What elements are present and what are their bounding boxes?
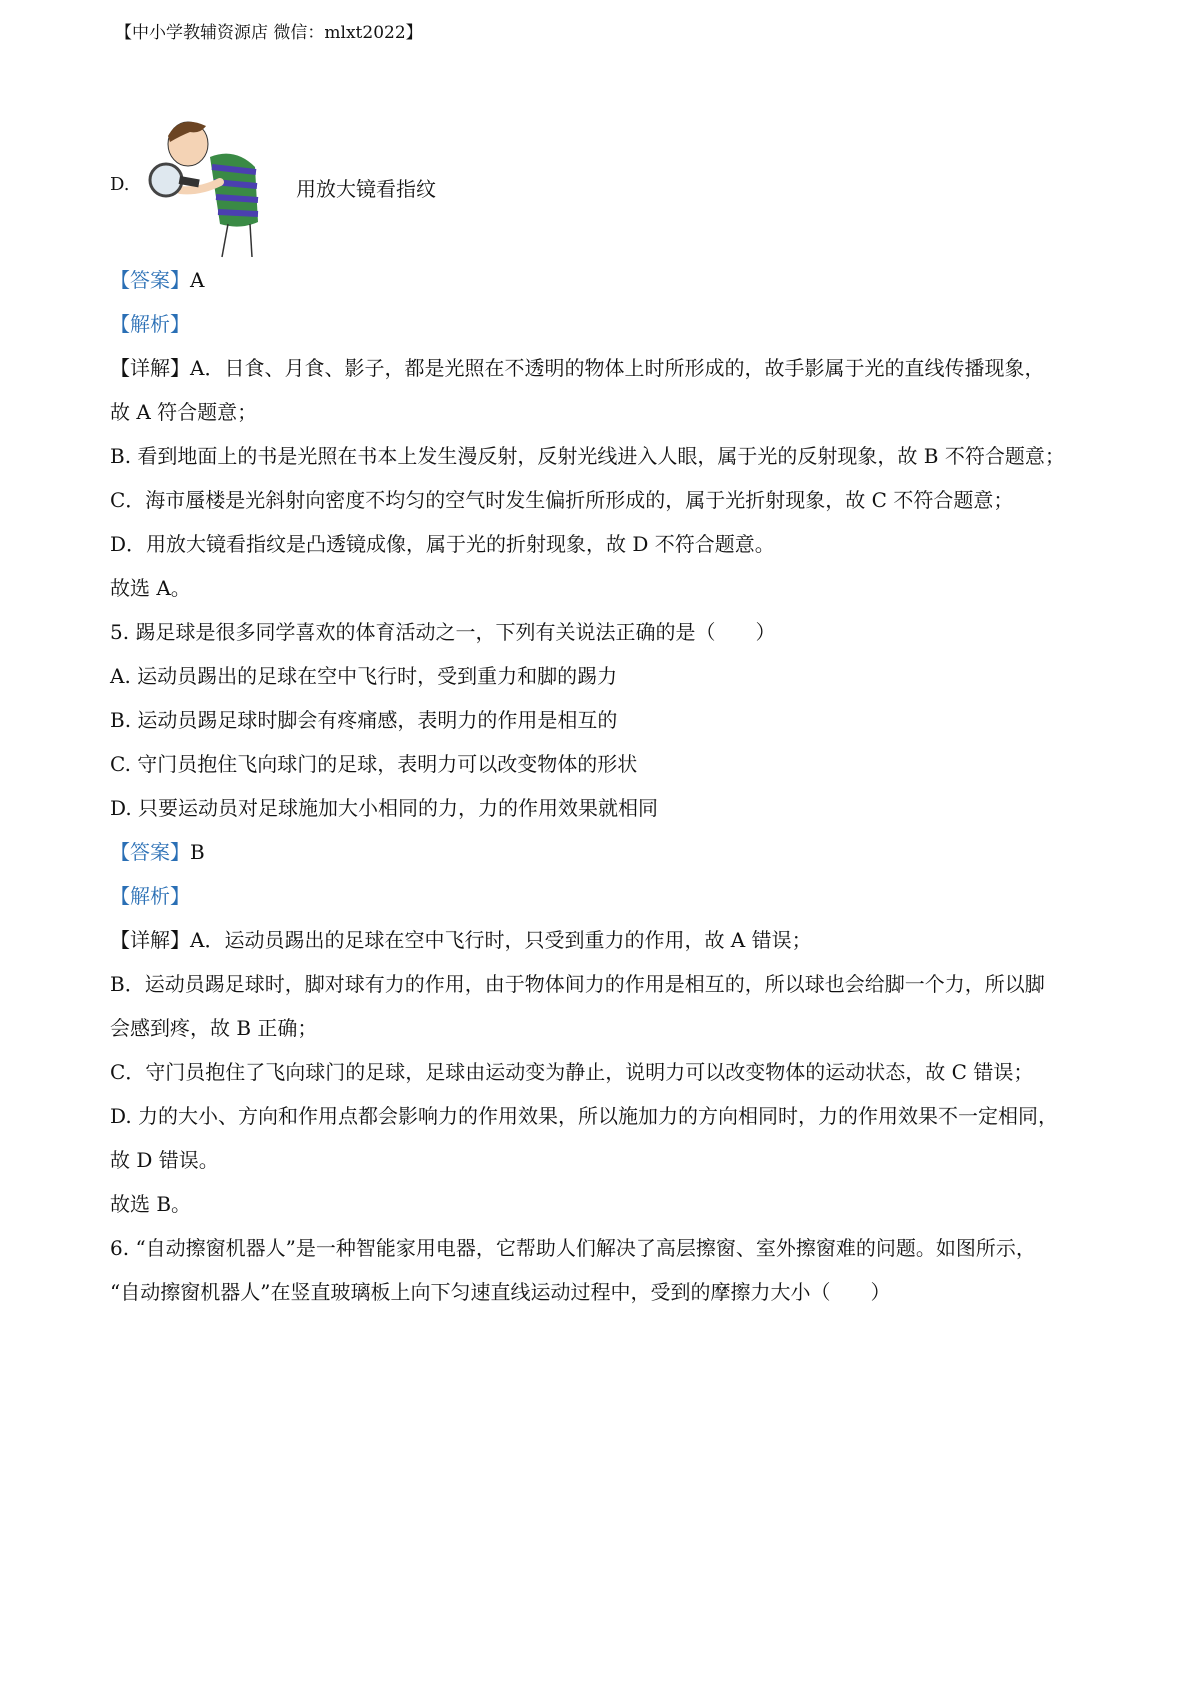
q5-answer-line (110, 838, 205, 866)
q5-option-d: D. 只要运动员对足球施加大小相同的力，力的作用效果就相同 (110, 796, 659, 820)
q4-analysis-tag: 【解析】 (110, 312, 190, 336)
q5-detail-line-4: C．守门员抱住了飞向球门的足球，足球由运动变为静止，说明力可以改变物体的运动状态，故 C 错误； (110, 1060, 1034, 1084)
q6-stem-line-1: 6. “自动擦窗机器人”是一种智能家用电器，它帮助人们解决了高层擦窗、室外擦窗难的问题。如图所示， (110, 1236, 1036, 1260)
page-header: 【中小学教辅资源店 微信：mlxt2022】 (115, 23, 423, 43)
q4-detail-line-6: 故选 A。 (110, 576, 191, 600)
q4-answer-line (110, 266, 204, 294)
q5-detail-line-1 (110, 926, 812, 954)
q5-detail-line-7: 故选 B。 (110, 1192, 192, 1216)
detail-tag: 【详解】 (110, 928, 190, 952)
q4-detail-line-4: C．海市蜃楼是光斜射向密度不均匀的空气时发生偏折所形成的，属于光折射现象，故 C 不符合题意； (110, 488, 1014, 512)
q4-detail-line-5: D．用放大镜看指纹是凸透镜成像，属于光的折射现象，故 D 不符合题意。 (110, 532, 775, 556)
option-d-text: 用放大镜看指纹 (296, 177, 436, 201)
boy-magnifier-illustration (140, 112, 290, 262)
q5-detail-line-5: D. 力的大小、方向和作用点都会影响力的作用效果，所以施加力的方向相同时，力的作用效果不一定相同， (110, 1104, 1059, 1128)
q4-detail-line-3: B. 看到地面上的书是光照在书本上发生漫反射，反射光线进入人眼，属于光的反射现象，故 B 不符合题意； (110, 444, 1065, 468)
q5-detail-line-6: 故 D 错误。 (110, 1148, 219, 1172)
q4-detail-line-2: 故 A 符合题意； (110, 400, 258, 424)
q5-detail-line-2: B．运动员踢足球时，脚对球有力的作用，由于物体间力的作用是相互的，所以球也会给脚一个力，所以脚 (110, 972, 1045, 996)
answer-tag: 【答案】 (110, 840, 190, 864)
q4-detail-line-1 (110, 354, 1044, 382)
answer-value: B (190, 840, 205, 864)
q5-detail-line-3: 会感到疼，故 B 正确； (110, 1016, 318, 1040)
detail-text: A．运动员踢出的足球在空中飞行时，只受到重力的作用，故 A 错误； (190, 928, 812, 952)
q5-option-c: C. 守门员抱住飞向球门的足球，表明力可以改变物体的形状 (110, 752, 638, 776)
q6-stem-line-2: “自动擦窗机器人”在竖直玻璃板上向下匀速直线运动过程中，受到的摩擦力大小（ ） (110, 1280, 891, 1304)
q5-option-a: A. 运动员踢出的足球在空中飞行时，受到重力和脚的踢力 (110, 664, 618, 688)
q5-option-b: B. 运动员踢足球时脚会有疼痛感，表明力的作用是相互的 (110, 708, 618, 732)
q5-stem: 5. 踢足球是很多同学喜欢的体育活动之一，下列有关说法正确的是（ ） (110, 620, 776, 644)
answer-value: A (190, 268, 205, 292)
q5-analysis-tag: 【解析】 (110, 884, 190, 908)
detail-tag: 【详解】 (110, 356, 190, 380)
boy-figure (168, 122, 258, 257)
option-d-label: D. (110, 174, 130, 195)
detail-text: A．日食、月食、影子，都是光照在不透明的物体上时所形成的，故手影属于光的直线传播现象， (190, 356, 1045, 380)
answer-tag: 【答案】 (110, 268, 190, 292)
